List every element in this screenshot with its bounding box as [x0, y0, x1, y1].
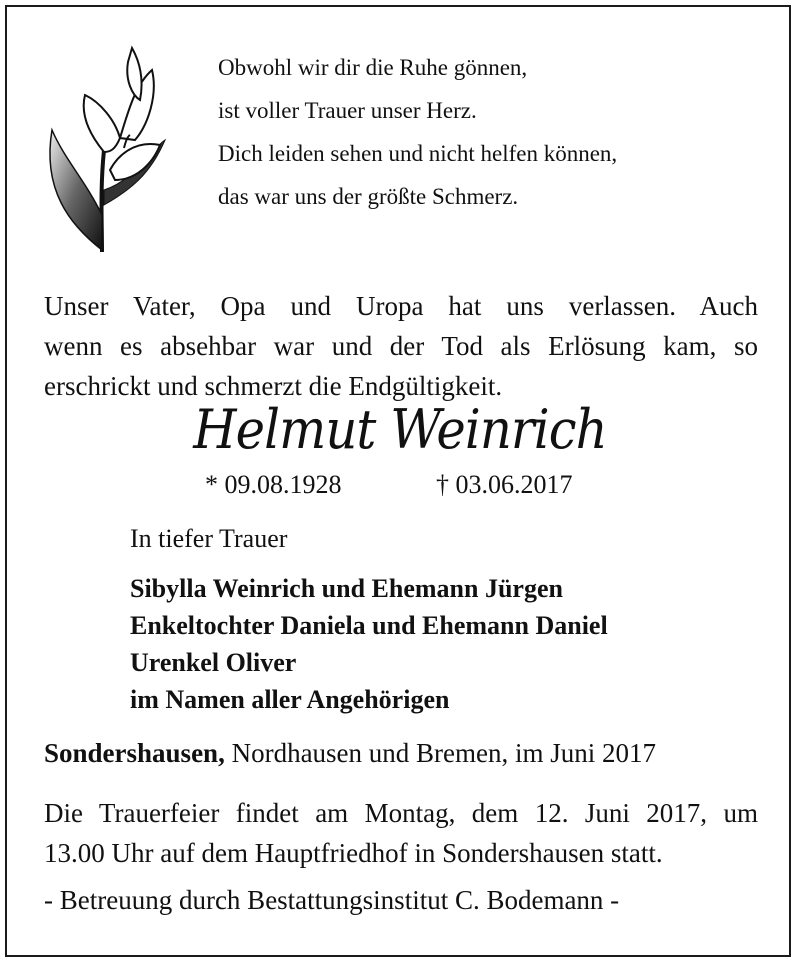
family-member: im Namen aller Angehörigen [130, 685, 450, 714]
calla-lily-icon [40, 40, 170, 255]
ceremony-line: Die Trauerfeier findet am Montag, dem 12. Juni 2017, um [44, 798, 758, 828]
poem-line: das war uns der größte Schmerz. [218, 184, 519, 209]
family-member: Sibylla Weinrich und Ehemann Jürgen [130, 574, 563, 603]
ceremony-line: 13.00 Uhr auf dem Hauptfriedhof in Sondershausen statt. [44, 838, 663, 868]
funeral-home-credit: - Betreuung durch Bestattungsinstitut C. Bodemann - [44, 885, 620, 915]
deceased-name: Helmut Weinrich [193, 398, 607, 461]
mourning-label: In tiefer Trauer [130, 524, 288, 553]
place-rest: Nordhausen und Bremen, im Juni 2017 [224, 738, 657, 768]
poem-line: ist voller Trauer unser Herz. [218, 98, 477, 123]
intro-line: Unser Vater, Opa und Uropa hat uns verlassen. Auch [44, 291, 758, 321]
family-list [130, 570, 608, 718]
intro-paragraph [44, 286, 758, 406]
poem-line: Obwohl wir dir die Ruhe gönnen, [218, 55, 528, 80]
poem [218, 50, 617, 222]
intro-line: erschrickt und schmerzt die Endgültigkeit. [44, 371, 503, 401]
death-date: † 03.06.2017 [436, 470, 573, 499]
poem-line: Dich leiden sehen und nicht helfen können, [218, 141, 618, 166]
family-member: Enkeltochter Daniela und Ehemann Daniel [130, 611, 608, 640]
ceremony-paragraph [44, 793, 758, 873]
family-member: Urenkel Oliver [130, 648, 297, 677]
birth-date: * 09.08.1928 [205, 470, 342, 499]
place-date [44, 738, 656, 769]
place-city: Sondershausen, [44, 738, 225, 768]
intro-line: wenn es absehbar war und der Tod als Erlösung kam, so [44, 331, 758, 361]
